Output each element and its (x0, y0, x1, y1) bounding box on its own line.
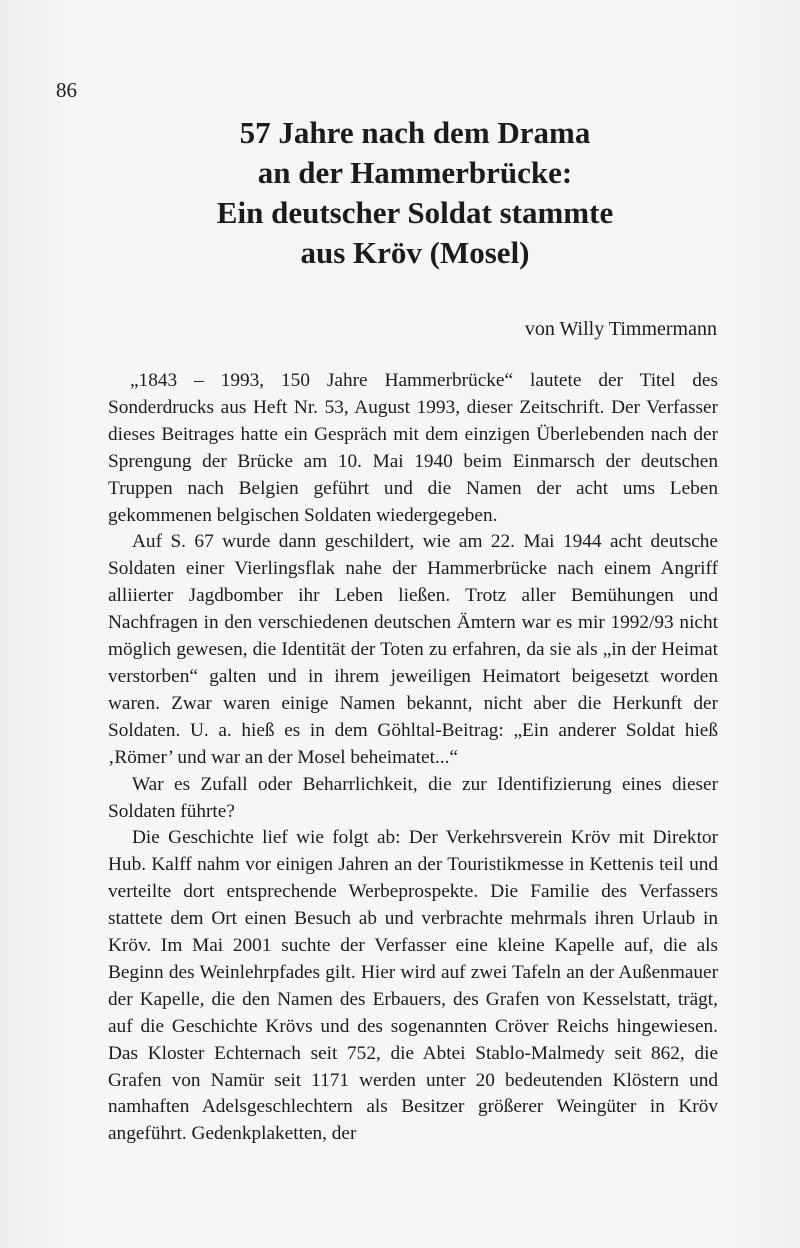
title-line: 57 Jahre nach dem Drama (239, 115, 591, 150)
article-title (110, 113, 720, 273)
paragraph: Die Geschichte lief wie folgt ab: Der Verkehrsverein Kröv mit Direktor Hub. Kalff nahm vor einigen Jahren an der Touristikmesse in Kettenis teil und verteilte dort entsprechende Werbeprospekte. Die Familie des Verfassers stattete dem Ort einen Besuch ab und verbrachte mehrmals ihren Urlaub in Kröv. Im Mai 2001 suchte der Verfasser eine kleine Kapelle auf, die als Beginn des Weinlehrpfades gilt. Hier wird auf zwei Tafeln an der Außenmauer der Kapelle, die den Namen des Erbauers, des Grafen von Kesselstatt, trägt, auf die Geschichte Krövs und des sogenannten Cröver Reichs hingewiesen. Das Kloster Echternach seit 752, die Abtei Stablo-Malmedy seit 862, die Grafen von Namür seit 1171 werden unter 20 bedeutenden Klöstern und namhaften Adelsgeschlechtern als Besitzer größerer Weingüter in Kröv angeführt. Gedenkplaketten, der (108, 827, 718, 1145)
page-number: 86 (56, 78, 77, 102)
title-line: an der Hammerbrücke: (257, 155, 573, 190)
paragraph: „1843 – 1993, 150 Jahre Hammerbrücke“ lautete der Titel des Sonderdrucks aus Heft Nr. 53, August 1993, dieser Zeitschrift. Der Verfasser dieses Beitrages hatte ein Gespräch mit dem einzigen Überlebenden nach der Sprengung der Brücke am 10. Mai 1940 beim Einmarsch der deutschen Truppen nach Belgien geführt und die Namen der acht ums Leben gekommenen belgischen Soldaten wiedergegeben. (108, 370, 718, 526)
title-line: Ein deutscher Soldat stammte (216, 195, 614, 230)
title-line: aus Kröv (Mosel) (300, 235, 530, 270)
paragraph: War es Zufall oder Beharrlichkeit, die zur Identifizierung eines dieser Soldaten führte? (108, 773, 718, 822)
author-byline: von Willy Timmermann (524, 318, 717, 340)
article-body (108, 368, 718, 1148)
paragraph: Auf S. 67 wurde dann geschildert, wie am 22. Mai 1944 acht deutsche Soldaten einer Vierlingsflak nahe der Hammerbrücke nach einem Angriff alliierter Jagdbomber ihr Leben ließen. Trotz aller Bemühungen und Nachfragen in den verschiedenen deutschen Ämtern war es mir 1992/93 nicht möglich gewesen, die Identität der Toten zu erfahren, da sie als „in der Heimat verstorben“ galten und in ihrem jeweiligen Heimatort beigesetzt worden waren. Zwar waren einige Namen bekannt, nicht aber die Herkunft der Soldaten. U. a. hieß es in dem Göhltal-Beitrag: „Ein anderer Soldat hieß ‚Römer’ und war an der Mosel beheimatet...“ (108, 531, 718, 768)
